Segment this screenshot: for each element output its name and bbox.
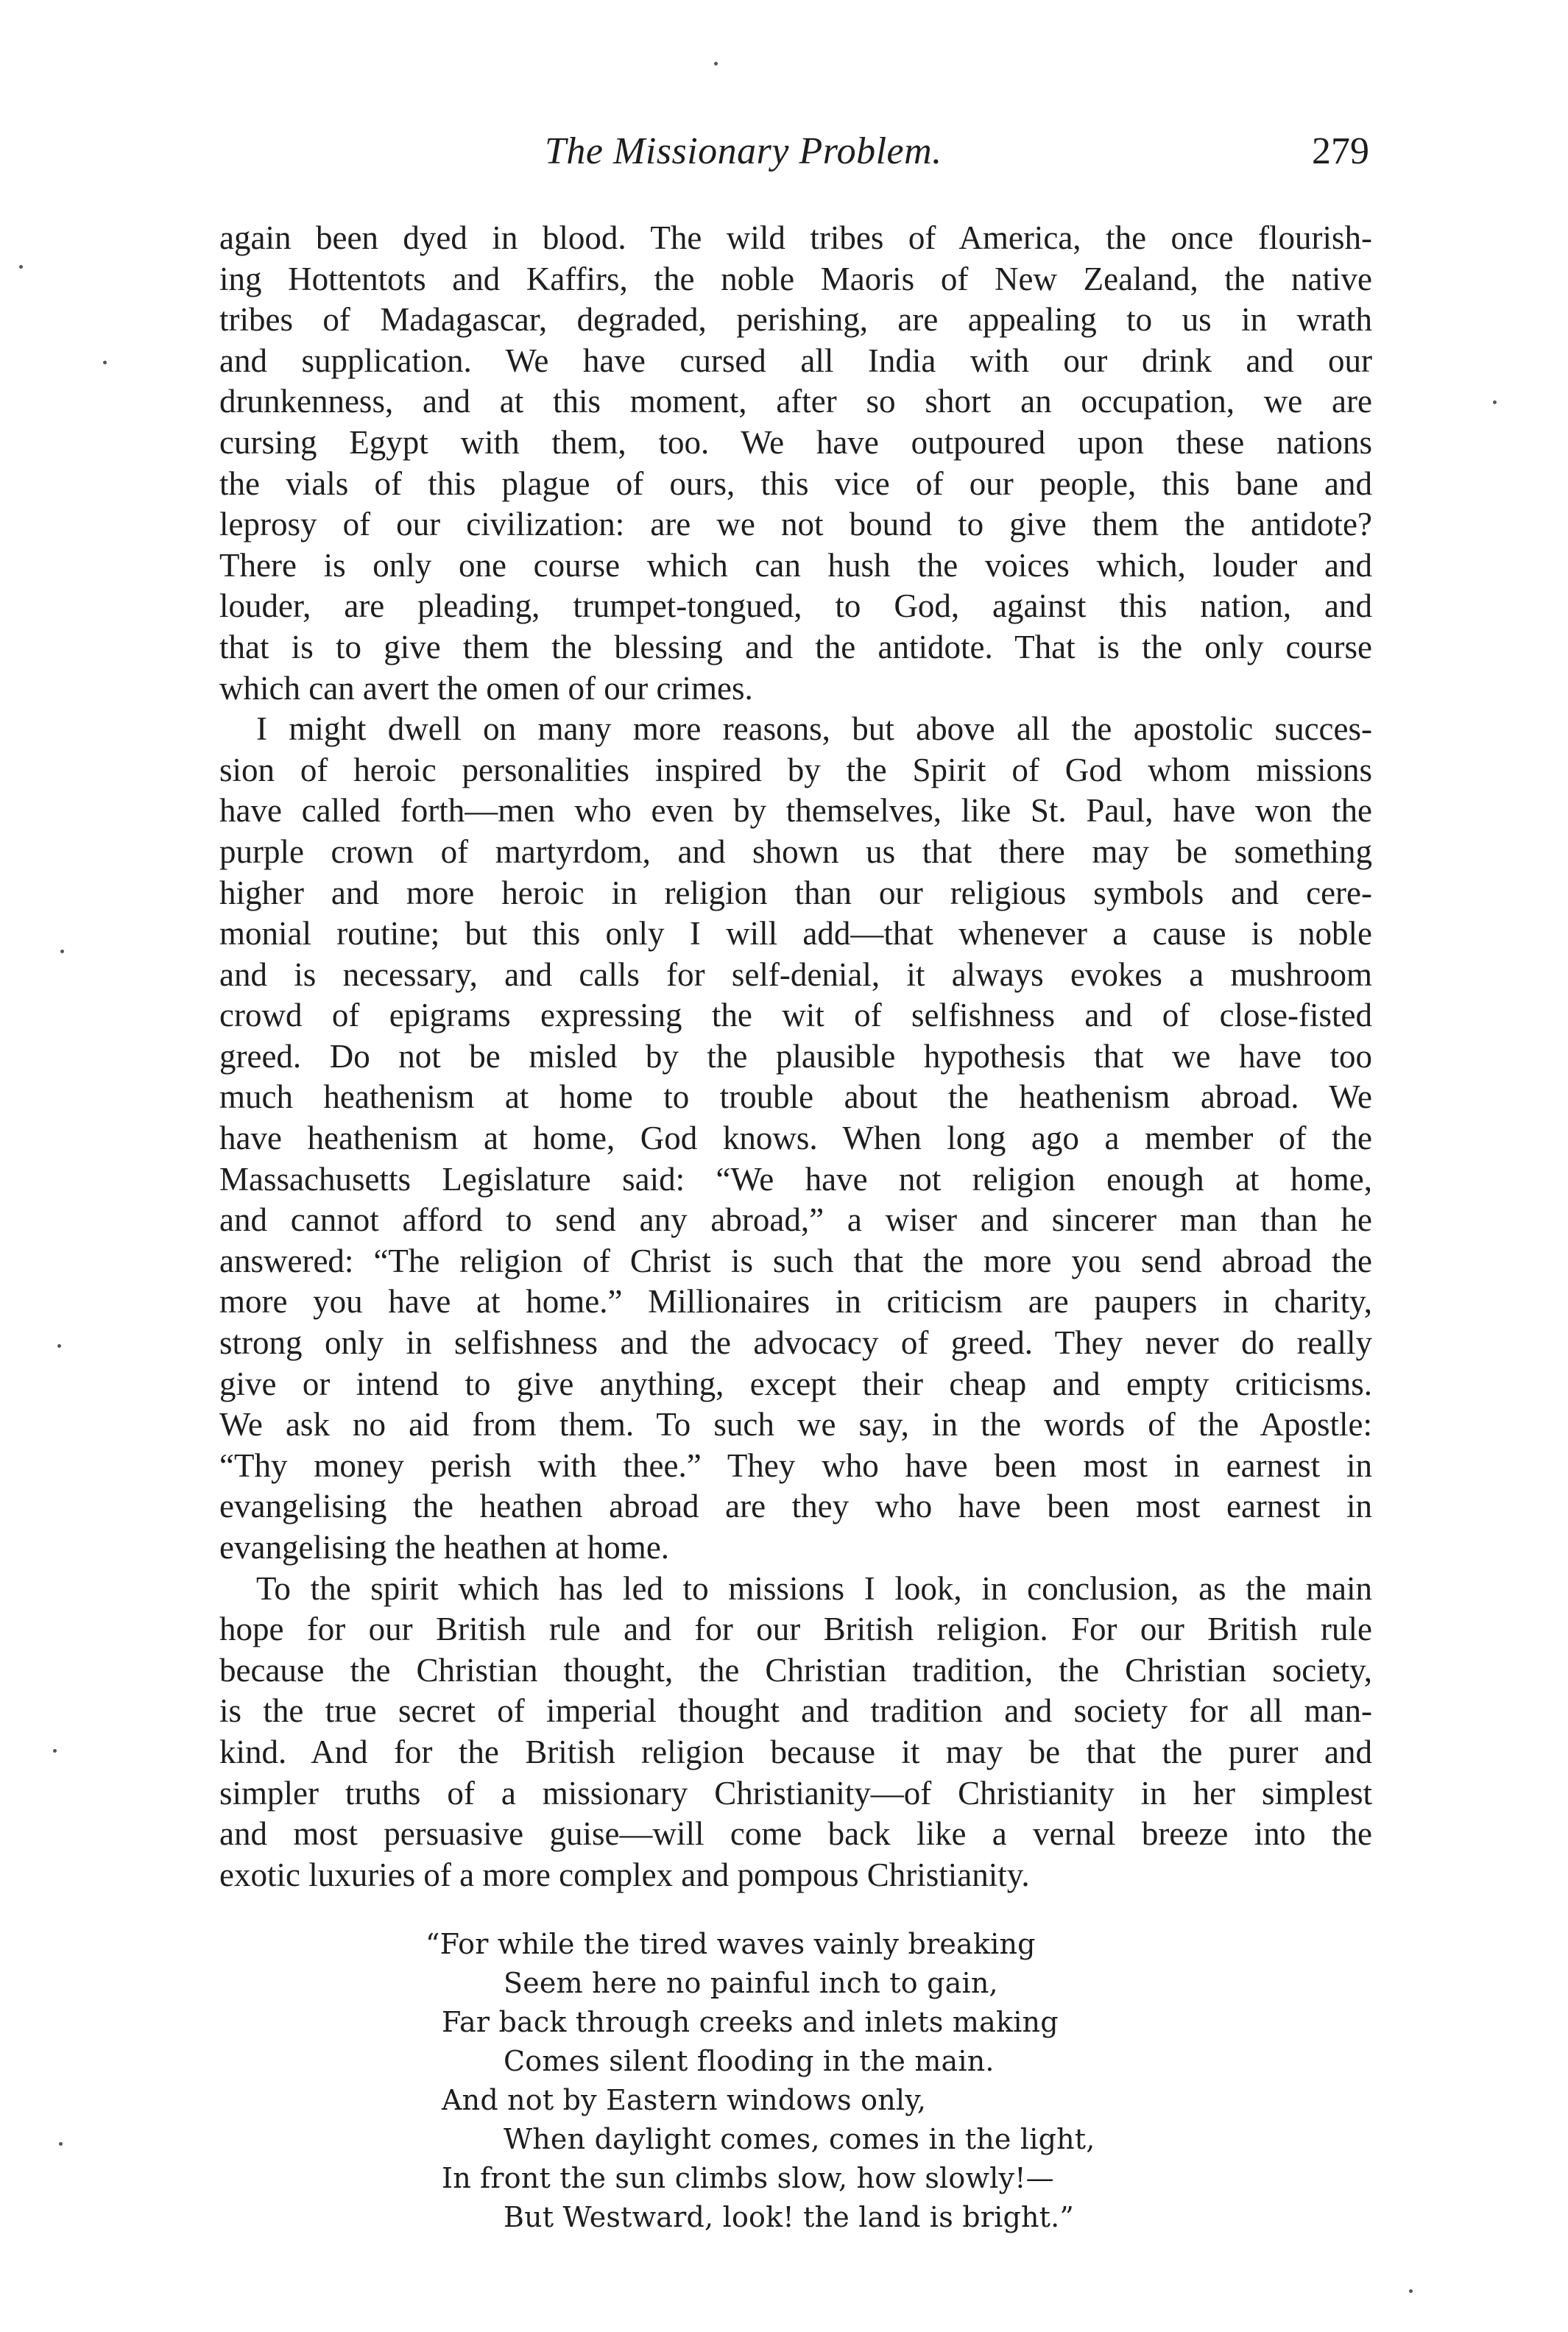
- text-line: more you have at home.” Millionaires in criticism are paupers in charity,: [219, 1283, 1372, 1321]
- poem-quotation: [425, 1925, 1095, 2237]
- scan-speck: [714, 62, 718, 66]
- text-line: answered: “The religion of Christ is such that the more you send abroad the: [219, 1242, 1372, 1279]
- poem-line: When daylight comes, comes in the light,: [504, 2123, 1095, 2155]
- text-line: have called forth—men who even by themselves, like St. Paul, have won the: [219, 792, 1372, 830]
- text-line: evangelising the heathen abroad are they who have been most earnest in: [219, 1488, 1372, 1525]
- text-line: higher and more heroic in religion than our religious symbols and cere-: [219, 874, 1372, 911]
- text-line: have heathenism at home, God knows. When long ago a member of the: [219, 1120, 1372, 1157]
- scan-speck: [103, 361, 107, 364]
- text-line: tribes of Madagascar, degraded, perishing, are appealing to us in wrath: [219, 301, 1372, 339]
- text-line: evangelising the heathen at home.: [219, 1529, 670, 1566]
- text-line: which can avert the omen of our crimes.: [219, 669, 753, 707]
- poem-line: Seem here no painful inch to gain,: [504, 1967, 998, 1999]
- paragraph-3: [219, 1569, 1372, 1896]
- text-line: Massachusetts Legislature said: “We have not religion enough at home,: [219, 1160, 1372, 1198]
- text-line: “Thy money perish with thee.” They who have been most in earnest in: [219, 1446, 1372, 1484]
- text-line: crowd of epigrams expressing the wit of selfishness and of close-fisted: [219, 997, 1372, 1034]
- text-line: ing Hottentots and Kaffirs, the noble Maoris of New Zealand, the native: [219, 260, 1372, 297]
- poem-line: Far back through creeks and inlets making: [442, 2006, 1059, 2038]
- text-line: drunkenness, and at this moment, after so short an occupation, we are: [219, 383, 1372, 420]
- text-line: and supplication. We have cursed all India with our drink and our: [219, 342, 1372, 379]
- text-line: To the spirit which has led to missions I look, in conclusion, as the main: [256, 1569, 1372, 1607]
- text-line: cursing Egypt with them, too. We have outpoured upon these nations: [219, 423, 1372, 461]
- scan-speck: [1493, 400, 1497, 404]
- text-line: leprosy of our civilization: are we not bound to give them the antidote?: [219, 506, 1372, 543]
- text-line: I might dwell on many more reasons, but above all the apostolic succes-: [256, 710, 1372, 748]
- scan-speck: [57, 1344, 61, 1348]
- text-line: simpler truths of a missionary Christianity—of Christianity in her simplest: [219, 1774, 1372, 1812]
- text-line: We ask no aid from them. To such we say, in the words of the Apostle:: [219, 1406, 1372, 1444]
- poem-line: Comes silent flooding in the main.: [504, 2045, 995, 2077]
- text-line: monial routine; but this only I will add—that whenever a cause is noble: [219, 915, 1372, 953]
- running-title: The Missionary Problem.: [545, 130, 942, 172]
- text-line: hope for our British rule and for our British religion. For our British rule: [219, 1611, 1372, 1648]
- text-line: louder, are pleading, trumpet-tongued, to God, against this nation, and: [219, 587, 1372, 625]
- text-line: exotic luxuries of a more complex and pompous Christianity.: [219, 1856, 1030, 1893]
- poem-line: “For while the tired waves vainly breaking: [425, 1928, 1036, 1960]
- page-header: [221, 130, 1369, 188]
- body-text: [219, 218, 1372, 1895]
- text-line: give or intend to give anything, except their cheap and empty criticisms.: [219, 1365, 1372, 1402]
- text-line: and cannot afford to send any abroad,” a wiser and sincerer man than he: [219, 1201, 1372, 1239]
- page-number: 279: [1312, 130, 1369, 172]
- text-line: and is necessary, and calls for self-denial, it always evokes a mushroom: [219, 955, 1372, 993]
- poem-line: In front the sun climbs slow, how slowly!—: [442, 2162, 1054, 2194]
- text-line: is the true secret of imperial thought and tradition and society for all man-: [219, 1692, 1372, 1730]
- scan-speck: [1409, 2289, 1413, 2293]
- poem-line: And not by Eastern windows only,: [442, 2084, 927, 2116]
- scan-speck: [19, 265, 23, 269]
- text-line: because the Christian thought, the Christian tradition, the Christian society,: [219, 1651, 1372, 1689]
- paragraph-1: [219, 218, 1372, 709]
- text-line: again been dyed in blood. The wild tribes of America, the once flourish-: [219, 219, 1372, 256]
- paragraph-2: [219, 709, 1372, 1568]
- scan-speck: [53, 1749, 57, 1753]
- text-line: greed. Do not be misled by the plausible hypothesis that we have too: [219, 1037, 1372, 1075]
- text-line: the vials of this plague of ours, this vice of our people, this bane and: [219, 464, 1372, 502]
- text-line: sion of heroic personalities inspired by the Spirit of God whom missions: [219, 751, 1372, 788]
- text-line: that is to give them the blessing and the antidote. That is the only course: [219, 628, 1372, 665]
- text-line: There is only one course which can hush the voices which, louder and: [219, 546, 1372, 584]
- text-line: kind. And for the British religion because it may be that the purer and: [219, 1733, 1372, 1770]
- poem-line: But Westward, look! the land is bright.”: [504, 2201, 1075, 2233]
- text-line: strong only in selfishness and the advocacy of greed. They never do really: [219, 1324, 1372, 1362]
- text-line: purple crown of martyrdom, and shown us that there may be something: [219, 833, 1372, 870]
- text-line: much heathenism at home to trouble about the heathenism abroad. We: [219, 1078, 1372, 1116]
- text-line: and most persuasive guise—will come back like a vernal breeze into the: [219, 1815, 1372, 1853]
- scan-speck: [59, 2142, 63, 2146]
- scan-speck: [60, 950, 64, 953]
